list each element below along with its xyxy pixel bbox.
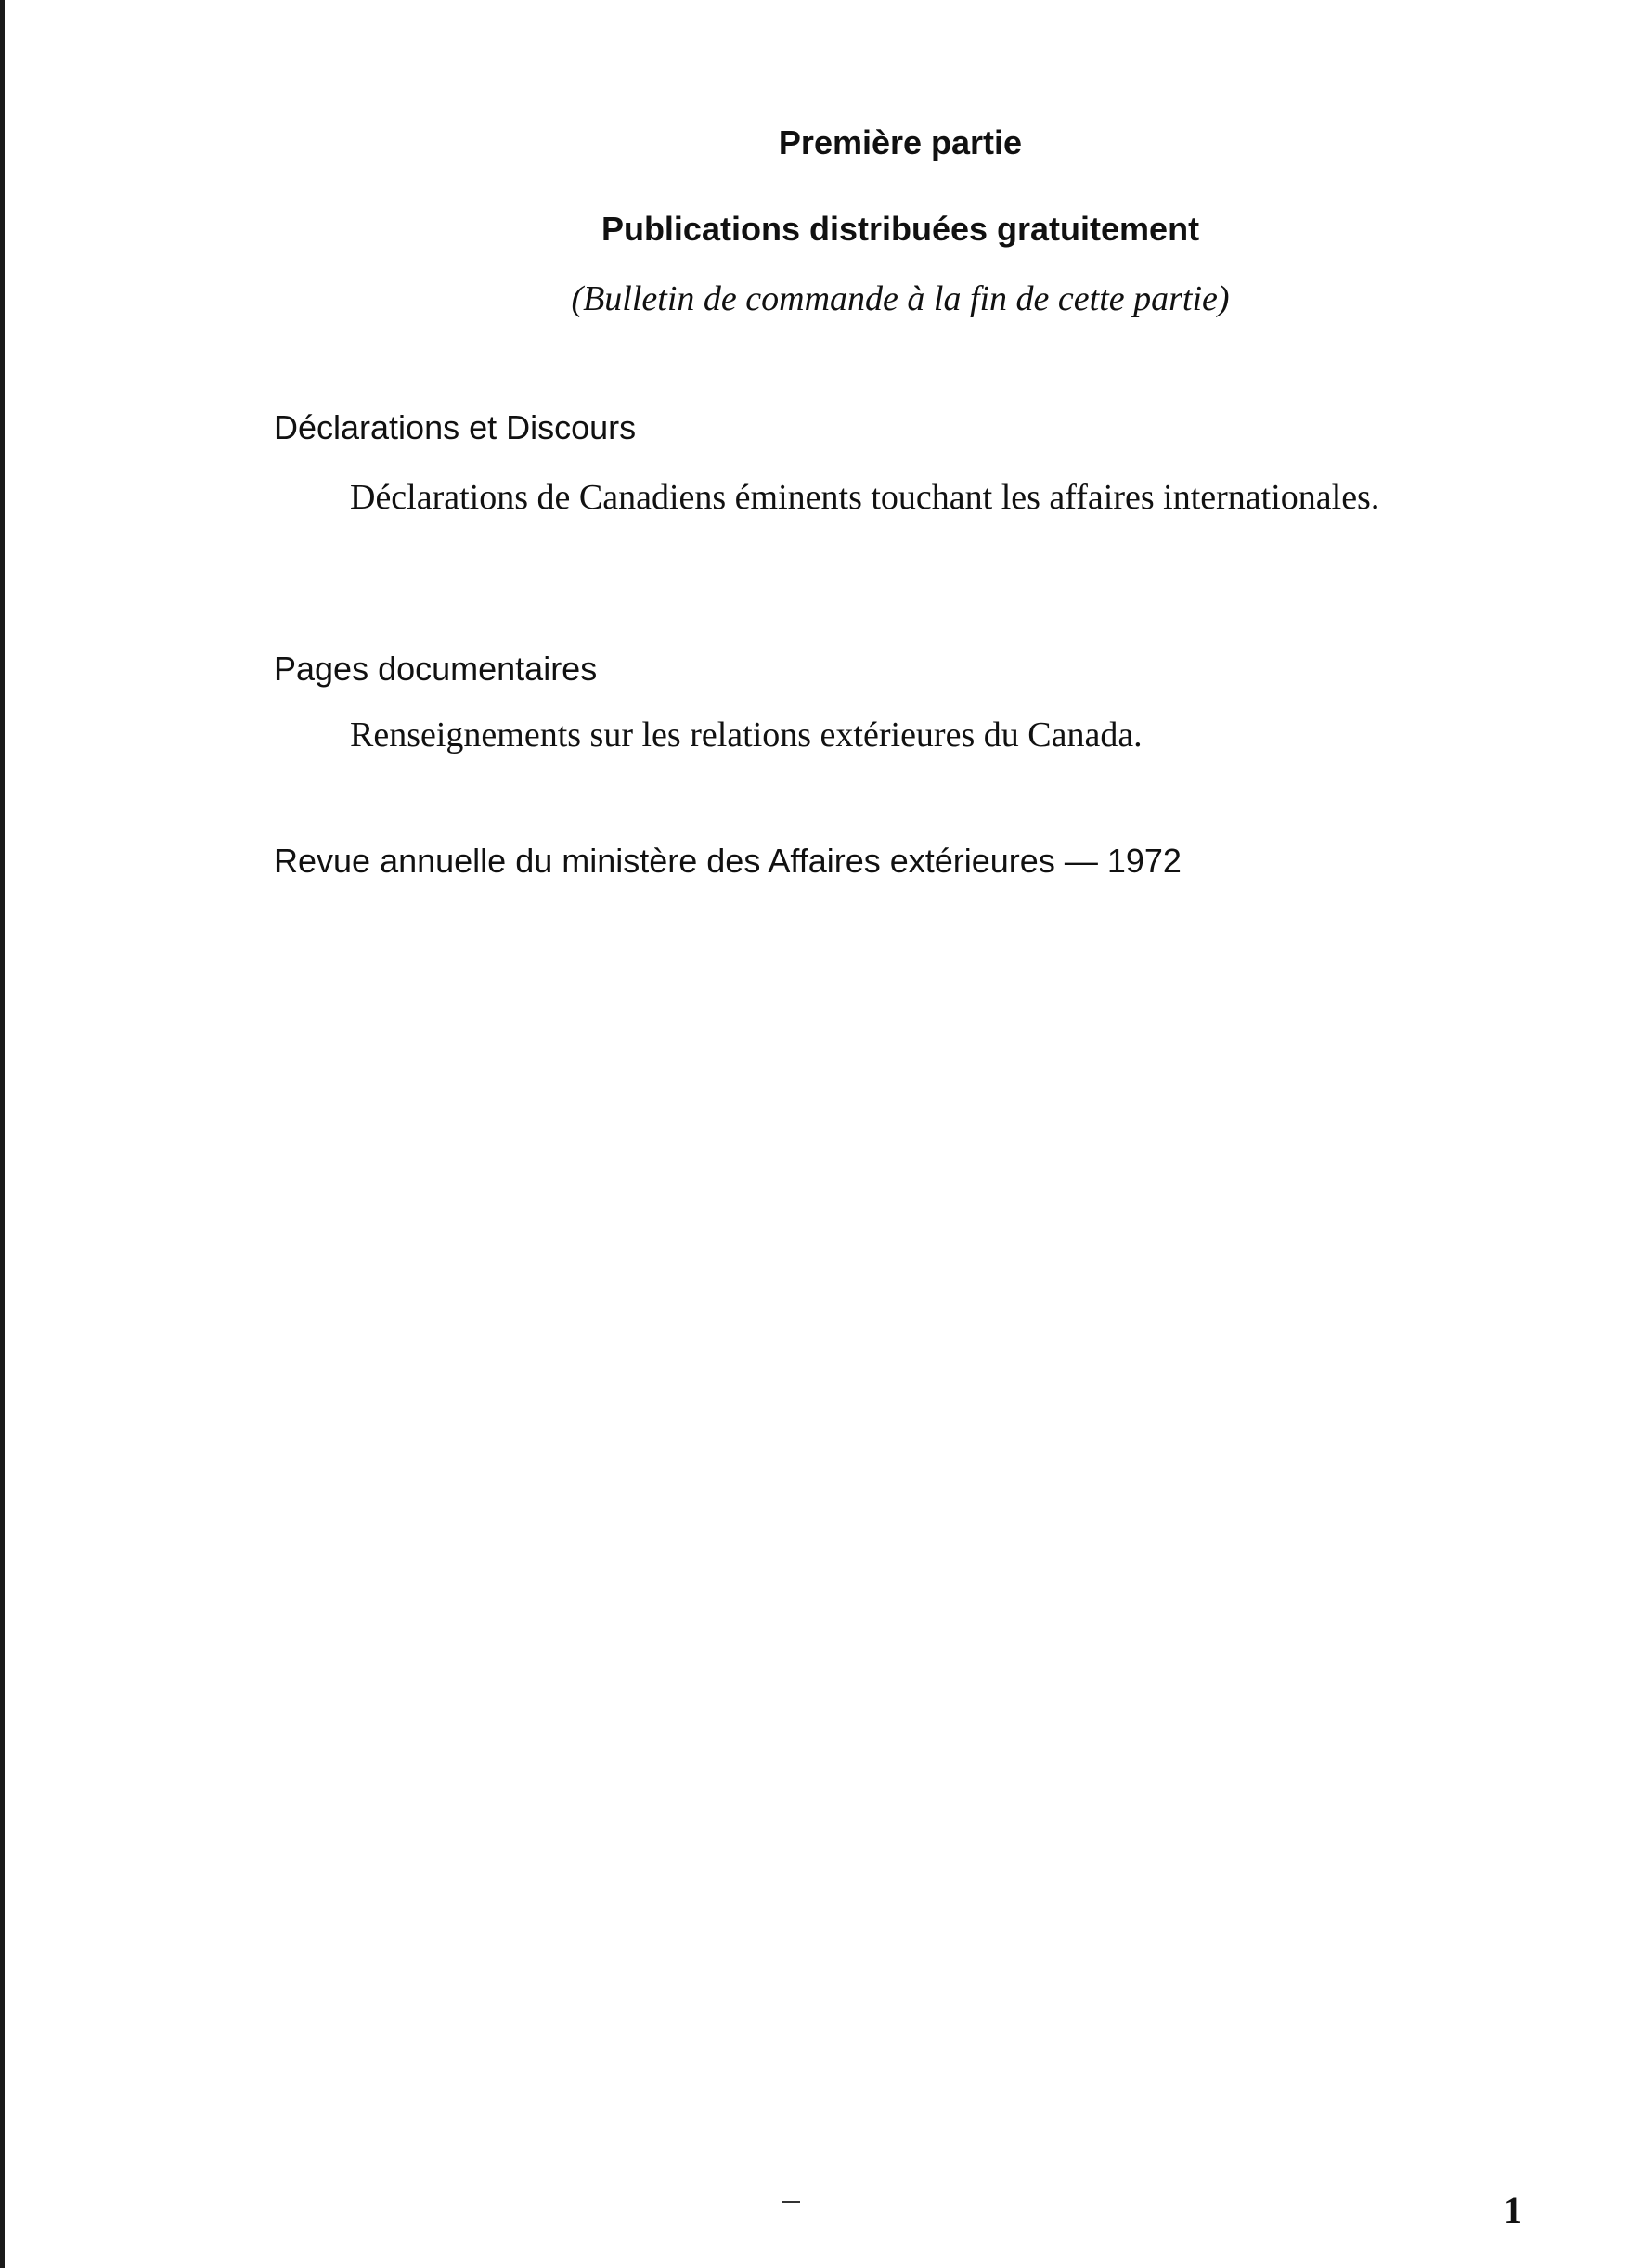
- left-border-rule: [0, 0, 5, 2268]
- entry-heading-declarations: Déclarations et Discours: [274, 408, 637, 446]
- entry-description-declarations: Déclarations de Canadiens éminents touchant les affaires internationales.: [350, 478, 1380, 517]
- section-subtitle: (Bulletin de commande à la fin de cette partie): [571, 279, 1230, 318]
- entry-description-pages-documentaires: Renseignements sur les relations extérieures du Canada.: [350, 715, 1143, 754]
- footer-dash: [782, 2201, 800, 2203]
- entry-heading-pages-documentaires: Pages documentaires: [274, 650, 598, 688]
- part-title: Première partie: [778, 123, 1023, 161]
- page-number: 1: [1504, 2189, 1522, 2231]
- entry-heading-revue-annuelle: Revue annuelle du ministère des Affaires extérieures — 1972: [274, 842, 1182, 880]
- section-title: Publications distribuées gratuitement: [601, 210, 1200, 248]
